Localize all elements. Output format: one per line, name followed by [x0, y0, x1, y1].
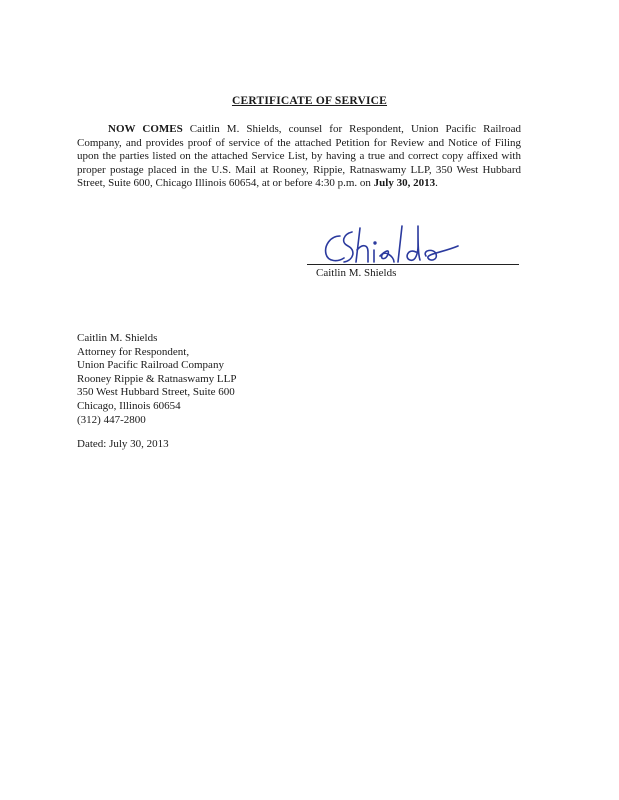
signature-line [307, 264, 519, 265]
dated-line: Dated: July 30, 2013 [77, 438, 169, 450]
body-text: Caitlin M. Shields, counsel for Respondent, Union Pacific Railroad Company, and provides proof of service of the attached Petition for Review and Notice of Filing upon the parties listed on the attached Service List, by having a true and correct copy affixed with proper postage placed in the U.S. Mail at Rooney, Rippie, Ratnaswamy LLP, 350 West Hubbard Street, Suite 600, Chicago Illinois 60654, at or before 4:30 p.m. on [77, 123, 522, 190]
address-line: Chicago, Illinois 60654 [77, 399, 181, 412]
lead-bold-text: NOW COMES [108, 123, 183, 135]
address-line: Union Pacific Railroad Company [77, 359, 224, 372]
address-line: Rooney Rippie & Ratnaswamy LLP [77, 372, 237, 385]
certificate-body [77, 123, 521, 191]
handwritten-signature [318, 222, 478, 270]
document-title: CERTIFICATE OF SERVICE [231, 95, 388, 107]
service-date-bold: July 30, 2013 [373, 177, 436, 190]
signature-printed-name: Caitlin M. Shields [316, 267, 397, 279]
address-line: Caitlin M. Shields [77, 332, 158, 344]
body-text-end: . [435, 177, 438, 190]
address-line: 350 West Hubbard Street, Suite 600 [77, 386, 235, 399]
address-line: Attorney for Respondent, [77, 345, 190, 358]
address-block [77, 332, 236, 427]
address-line: (312) 447-2800 [77, 413, 146, 426]
